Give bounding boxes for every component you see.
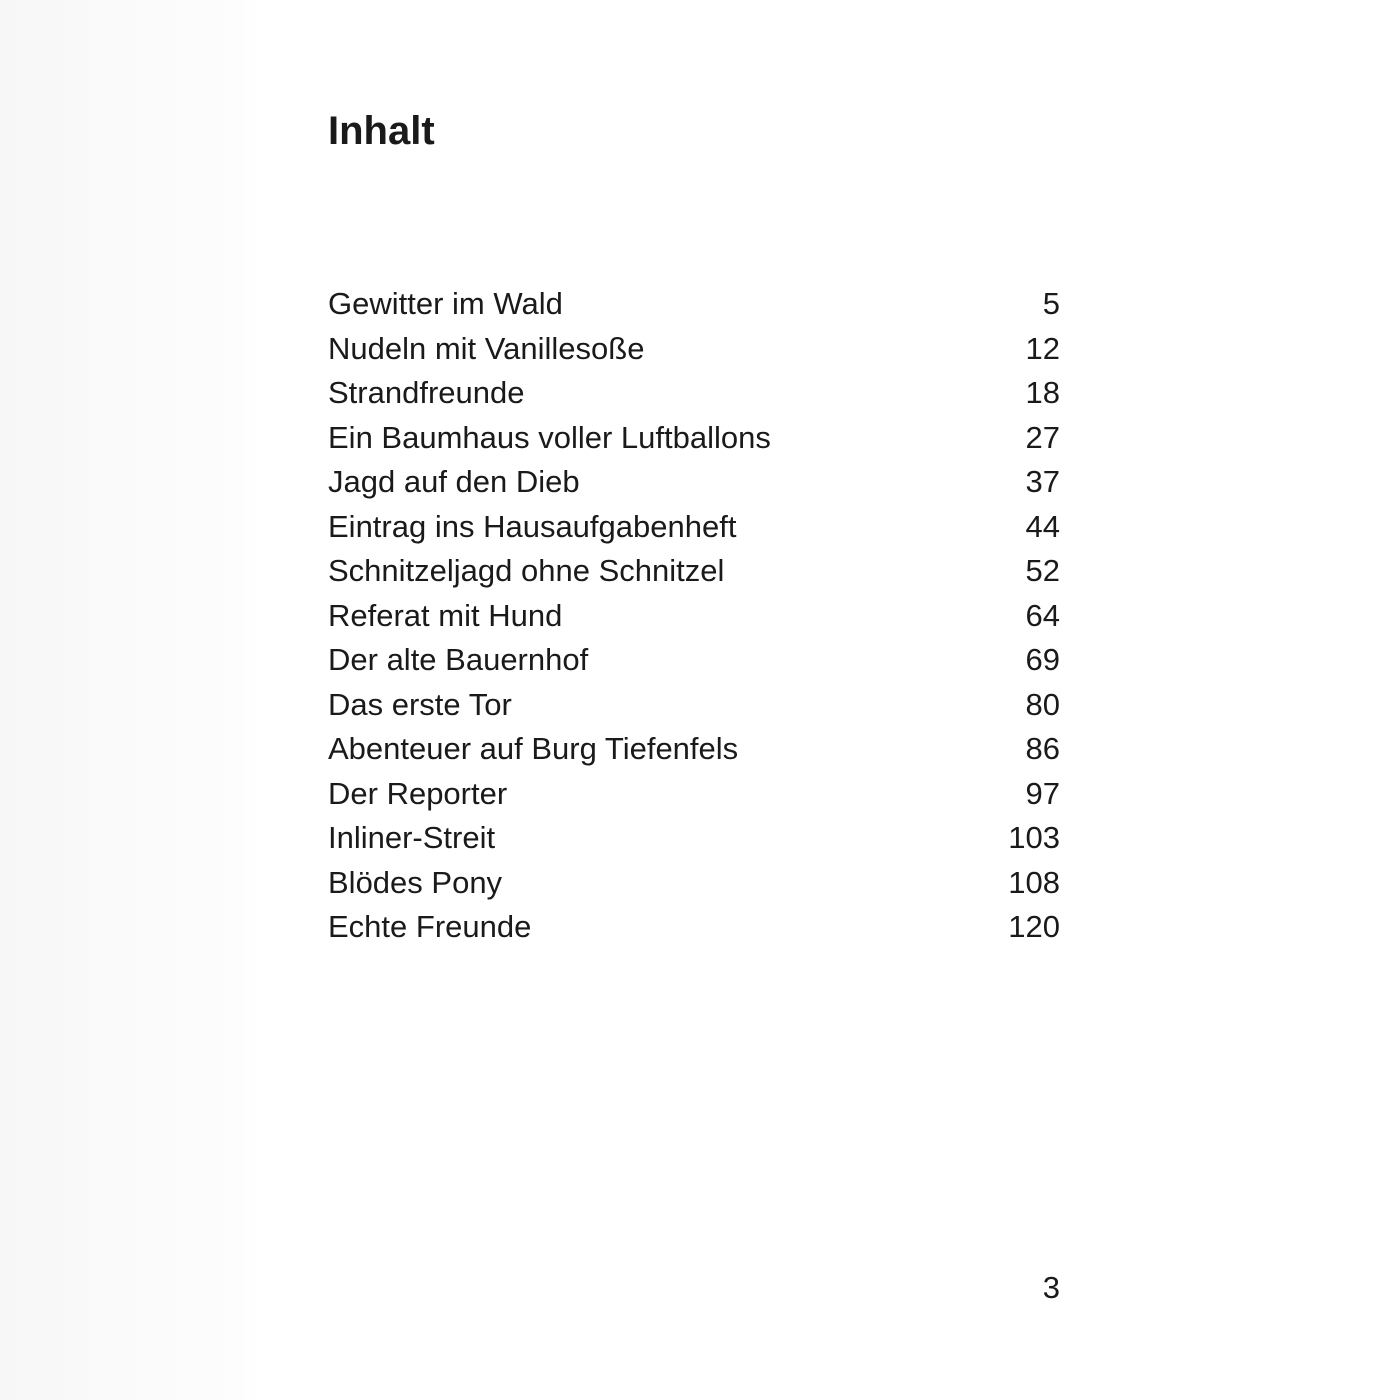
toc-entry-page: 80	[1025, 686, 1060, 722]
toc-entry	[328, 594, 1060, 639]
toc-entry	[328, 327, 1060, 372]
toc-entry	[328, 416, 1060, 461]
toc-entry-page: 44	[1025, 508, 1060, 544]
toc-entry-page: 18	[1025, 375, 1060, 410]
toc-entry-page: 97	[1025, 775, 1060, 811]
toc-entry	[328, 282, 1060, 327]
toc-entry	[328, 638, 1060, 683]
toc-entry	[328, 505, 1060, 550]
toc-entry-page: 86	[1025, 731, 1060, 766]
toc-entry-page: 27	[1025, 419, 1060, 455]
toc-entry-title: Echte Freunde	[328, 909, 532, 944]
toc-entry-page: 108	[1008, 864, 1060, 900]
toc-entry-title: Referat mit Hund	[328, 597, 563, 633]
toc-entry-page: 120	[1008, 909, 1060, 944]
toc-entry	[328, 816, 1060, 861]
toc-entry-title: Ein Baumhaus voller Luftballons	[328, 419, 771, 455]
table-of-contents	[328, 282, 1060, 950]
toc-entry-page: 5	[1042, 286, 1060, 321]
toc-entry-page: 69	[1025, 642, 1060, 677]
toc-entry	[328, 460, 1060, 505]
toc-entry-title: Schnitzeljagd ohne Schnitzel	[328, 553, 725, 588]
page-number: 3	[1042, 1270, 1060, 1305]
toc-entry	[328, 861, 1060, 906]
toc-entry-title: Strandfreunde	[328, 375, 525, 410]
toc-entry-title: Gewitter im Wald	[328, 286, 563, 321]
toc-entry-title: Der Reporter	[328, 775, 508, 811]
toc-entry	[328, 905, 1060, 950]
toc-entry	[328, 727, 1060, 772]
toc-entry-page: 52	[1025, 553, 1060, 588]
toc-entry-title: Nudeln mit Vanillesoße	[328, 330, 645, 366]
toc-entry-title: Inliner-Streit	[328, 820, 496, 855]
toc-entry-title: Das erste Tor	[328, 686, 512, 722]
toc-entry-page: 103	[1008, 820, 1060, 855]
toc-entry	[328, 549, 1060, 594]
toc-entry-page: 37	[1025, 464, 1060, 499]
toc-entry-title: Der alte Bauernhof	[328, 642, 589, 677]
toc-entry-title: Blödes Pony	[328, 864, 503, 900]
toc-entry-title: Jagd auf den Dieb	[328, 464, 580, 499]
toc-entry	[328, 772, 1060, 817]
toc-entry	[328, 683, 1060, 728]
toc-entry-page: 12	[1025, 330, 1060, 366]
toc-entry-title: Eintrag ins Hausaufgabenheft	[328, 508, 737, 544]
toc-entry	[328, 371, 1060, 416]
toc-entry-title: Abenteuer auf Burg Tiefenfels	[328, 731, 739, 766]
toc-entry-page: 64	[1025, 597, 1060, 633]
page-title: Inhalt	[328, 109, 435, 153]
